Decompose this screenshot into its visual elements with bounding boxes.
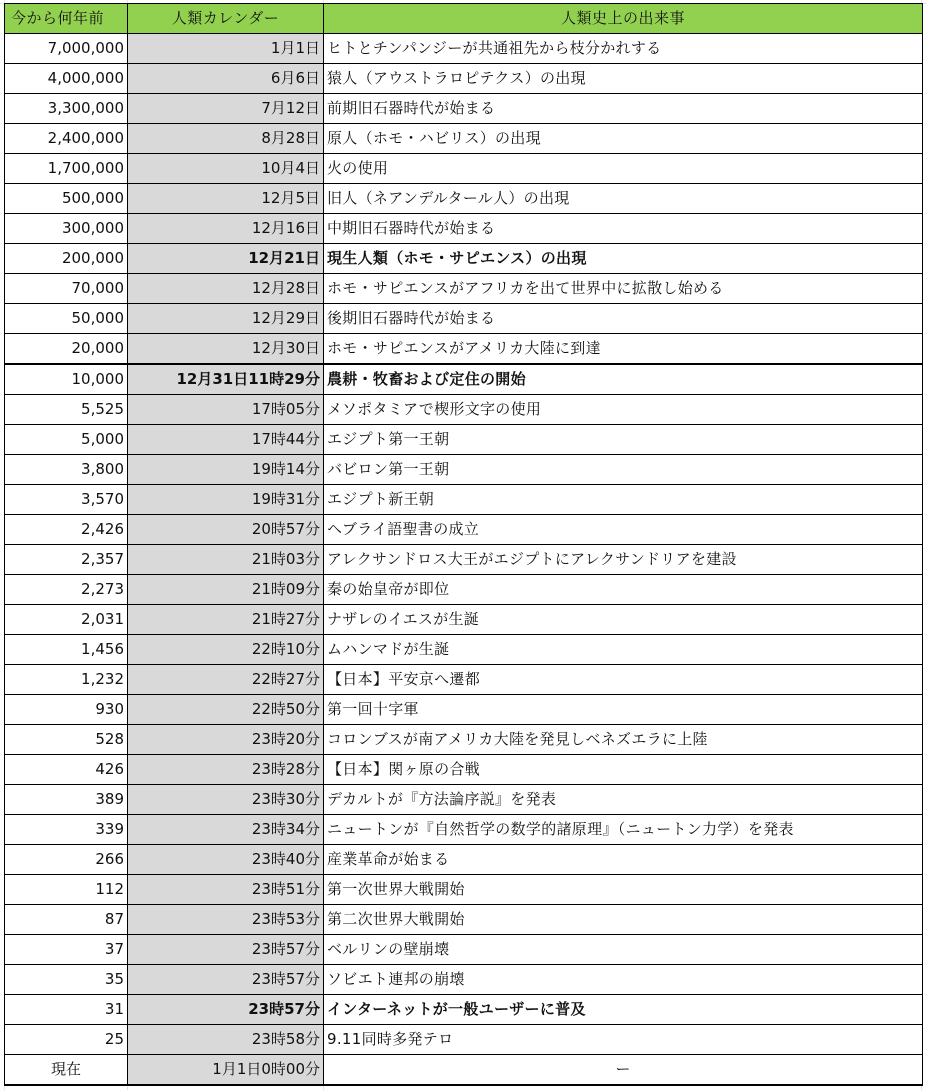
cell-event[interactable]: 9.11同時多発テロ (324, 1025, 923, 1055)
table-row (5, 935, 923, 965)
cell-years-ago[interactable]: 5,525 (5, 395, 128, 425)
cell-years-ago[interactable]: 25 (5, 1025, 128, 1055)
cell-years-ago[interactable]: 528 (5, 725, 128, 755)
cell-years-ago[interactable]: 35 (5, 965, 128, 995)
table-row (5, 304, 923, 334)
cell-event[interactable]: 秦の始皇帝が即位 (324, 575, 923, 605)
cell-years-ago[interactable]: 37 (5, 935, 128, 965)
table-row (5, 1055, 923, 1086)
table-row (5, 605, 923, 635)
cell-calendar-date[interactable]: 21時09分 (128, 575, 324, 605)
table-row (5, 905, 923, 935)
cell-calendar-date[interactable]: 23時57分 (128, 995, 324, 1025)
cell-calendar-date[interactable]: 8月28日 (128, 124, 324, 154)
cell-event[interactable]: ー (324, 1055, 923, 1086)
table-row (5, 455, 923, 485)
cell-years-ago[interactable]: 5,000 (5, 425, 128, 455)
cell-event[interactable]: デカルトが『方法論序説』を発表 (324, 785, 923, 815)
cell-event[interactable]: 【日本】関ヶ原の合戦 (324, 755, 923, 785)
table-row (5, 184, 923, 214)
cell-years-ago[interactable]: 現在 (5, 1055, 128, 1086)
cell-calendar-date[interactable]: 22時10分 (128, 635, 324, 665)
cell-event[interactable]: 【日本】平安京へ遷都 (324, 665, 923, 695)
cell-years-ago[interactable]: 10,000 (5, 364, 128, 395)
table-row (5, 64, 923, 94)
cell-event[interactable]: ソビエト連邦の崩壊 (324, 965, 923, 995)
table-row (5, 244, 923, 274)
cell-event[interactable]: 第二次世界大戦開始 (324, 905, 923, 935)
table-row (5, 274, 923, 304)
table-body (5, 34, 923, 1086)
cell-calendar-date[interactable]: 21時27分 (128, 605, 324, 635)
table-row (5, 214, 923, 244)
cell-event[interactable]: 猿人（アウストラロピテクス）の出現 (324, 64, 923, 94)
cell-event[interactable]: ニュートンが『自然哲学の数学的諸原理』（ニュートン力学）を発表 (324, 815, 923, 845)
cell-years-ago[interactable]: 87 (5, 905, 128, 935)
table-row (5, 635, 923, 665)
cell-calendar-date[interactable]: 12月31日11時29分 (128, 364, 324, 395)
cell-calendar-date[interactable]: 23時40分 (128, 845, 324, 875)
human-history-calendar-table (4, 3, 923, 1086)
cell-calendar-date[interactable]: 12月16日 (128, 214, 324, 244)
cell-years-ago[interactable]: 200,000 (5, 244, 128, 274)
cell-calendar-date[interactable]: 17時05分 (128, 395, 324, 425)
cell-years-ago[interactable]: 4,000,000 (5, 64, 128, 94)
cell-calendar-date[interactable]: 17時44分 (128, 425, 324, 455)
cell-calendar-date[interactable]: 6月6日 (128, 64, 324, 94)
cell-calendar-date[interactable]: 23時57分 (128, 935, 324, 965)
cell-calendar-date[interactable]: 7月12日 (128, 94, 324, 124)
cell-calendar-date[interactable]: 12月30日 (128, 334, 324, 365)
cell-event[interactable]: ナザレのイエスが生誕 (324, 605, 923, 635)
table-row (5, 154, 923, 184)
cell-years-ago[interactable]: 20,000 (5, 334, 128, 365)
cell-calendar-date[interactable]: 23時28分 (128, 755, 324, 785)
table-row (5, 485, 923, 515)
cell-event[interactable]: 後期旧石器時代が始まる (324, 304, 923, 334)
table-row (5, 395, 923, 425)
table-row (5, 845, 923, 875)
cell-event[interactable]: アレクサンドロス大王がエジプトにアレクサンドリアを建設 (324, 545, 923, 575)
table-row (5, 725, 923, 755)
cell-years-ago[interactable]: 1,700,000 (5, 154, 128, 184)
cell-calendar-date[interactable]: 22時50分 (128, 695, 324, 725)
cell-event[interactable]: ヘブライ語聖書の成立 (324, 515, 923, 545)
cell-years-ago[interactable]: 3,300,000 (5, 94, 128, 124)
table-row (5, 1025, 923, 1055)
cell-event[interactable]: エジプト新王朝 (324, 485, 923, 515)
table-row (5, 665, 923, 695)
cell-years-ago[interactable]: 2,426 (5, 515, 128, 545)
cell-event[interactable]: 中期旧石器時代が始まる (324, 214, 923, 244)
cell-calendar-date[interactable]: 1月1日 (128, 34, 324, 64)
table-row (5, 425, 923, 455)
cell-event[interactable]: ヒトとチンパンジーが共通祖先から枝分かれする (324, 34, 923, 64)
cell-calendar-date[interactable]: 19時14分 (128, 455, 324, 485)
cell-event[interactable]: メソポタミアで楔形文字の使用 (324, 395, 923, 425)
cell-calendar-date[interactable]: 12月29日 (128, 304, 324, 334)
cell-calendar-date[interactable]: 23時57分 (128, 965, 324, 995)
cell-event[interactable]: インターネットが一般ユーザーに普及 (324, 995, 923, 1025)
cell-years-ago[interactable]: 2,031 (5, 605, 128, 635)
cell-event[interactable]: 原人（ホモ・ハビリス）の出現 (324, 124, 923, 154)
cell-years-ago[interactable]: 1,232 (5, 665, 128, 695)
header-row (5, 4, 923, 34)
cell-calendar-date[interactable]: 22時27分 (128, 665, 324, 695)
cell-event[interactable]: 現生人類（ホモ・サピエンス）の出現 (324, 244, 923, 274)
cell-event[interactable]: ムハンマドが生誕 (324, 635, 923, 665)
cell-calendar-date[interactable]: 19時31分 (128, 485, 324, 515)
table-row (5, 124, 923, 154)
cell-event[interactable]: コロンブスが南アメリカ大陸を発見しベネズエラに上陸 (324, 725, 923, 755)
cell-event[interactable]: ホモ・サピエンスがアメリカ大陸に到達 (324, 334, 923, 365)
table-row (5, 364, 923, 395)
cell-years-ago[interactable]: 500,000 (5, 184, 128, 214)
table-row (5, 695, 923, 725)
cell-calendar-date[interactable]: 23時51分 (128, 875, 324, 905)
cell-event[interactable]: 前期旧石器時代が始まる (324, 94, 923, 124)
table-row (5, 815, 923, 845)
cell-event[interactable]: 産業革命が始まる (324, 845, 923, 875)
cell-event[interactable]: 火の使用 (324, 154, 923, 184)
cell-years-ago[interactable]: 3,570 (5, 485, 128, 515)
cell-calendar-date[interactable]: 12月21日 (128, 244, 324, 274)
cell-years-ago[interactable]: 2,400,000 (5, 124, 128, 154)
cell-years-ago[interactable]: 266 (5, 845, 128, 875)
table-row (5, 575, 923, 605)
cell-years-ago[interactable]: 112 (5, 875, 128, 905)
header-event[interactable]: 人類史上の出来事 (324, 4, 923, 34)
table-row (5, 545, 923, 575)
cell-years-ago[interactable]: 31 (5, 995, 128, 1025)
cell-event[interactable]: 農耕・牧畜および定住の開始 (324, 364, 923, 395)
table-row (5, 875, 923, 905)
table-row (5, 515, 923, 545)
cell-calendar-date[interactable]: 12月5日 (128, 184, 324, 214)
cell-years-ago[interactable]: 426 (5, 755, 128, 785)
cell-years-ago[interactable]: 1,456 (5, 635, 128, 665)
table-row (5, 785, 923, 815)
cell-years-ago[interactable]: 3,800 (5, 455, 128, 485)
cell-event[interactable]: ホモ・サピエンスがアフリカを出て世界中に拡散し始める (324, 274, 923, 304)
cell-years-ago[interactable]: 2,273 (5, 575, 128, 605)
table-row (5, 995, 923, 1025)
header-years-ago[interactable]: 今から何年前 (5, 4, 128, 34)
cell-event[interactable]: 第一次世界大戦開始 (324, 875, 923, 905)
table-row (5, 755, 923, 785)
cell-calendar-date[interactable]: 21時03分 (128, 545, 324, 575)
cell-event[interactable]: ベルリンの壁崩壊 (324, 935, 923, 965)
cell-event[interactable]: 旧人（ネアンデルタール人）の出現 (324, 184, 923, 214)
cell-years-ago[interactable]: 930 (5, 695, 128, 725)
cell-calendar-date[interactable]: 1月1日0時00分 (128, 1055, 324, 1086)
cell-years-ago[interactable]: 70,000 (5, 274, 128, 304)
cell-calendar-date[interactable]: 12月28日 (128, 274, 324, 304)
cell-calendar-date[interactable]: 23時58分 (128, 1025, 324, 1055)
cell-event[interactable]: バビロン第一王朝 (324, 455, 923, 485)
cell-years-ago[interactable]: 7,000,000 (5, 34, 128, 64)
cell-calendar-date[interactable]: 20時57分 (128, 515, 324, 545)
table-row (5, 334, 923, 365)
cell-calendar-date[interactable]: 23時20分 (128, 725, 324, 755)
cell-calendar-date[interactable]: 23時30分 (128, 785, 324, 815)
cell-calendar-date[interactable]: 23時53分 (128, 905, 324, 935)
cell-years-ago[interactable]: 300,000 (5, 214, 128, 244)
table-row (5, 965, 923, 995)
cell-event[interactable]: 第一回十字軍 (324, 695, 923, 725)
cell-calendar-date[interactable]: 23時34分 (128, 815, 324, 845)
header-calendar[interactable]: 人類カレンダー (128, 4, 324, 34)
cell-years-ago[interactable]: 389 (5, 785, 128, 815)
table-row (5, 34, 923, 64)
cell-years-ago[interactable]: 2,357 (5, 545, 128, 575)
cell-years-ago[interactable]: 50,000 (5, 304, 128, 334)
table-row (5, 94, 923, 124)
cell-years-ago[interactable]: 339 (5, 815, 128, 845)
cell-calendar-date[interactable]: 10月4日 (128, 154, 324, 184)
cell-event[interactable]: エジプト第一王朝 (324, 425, 923, 455)
